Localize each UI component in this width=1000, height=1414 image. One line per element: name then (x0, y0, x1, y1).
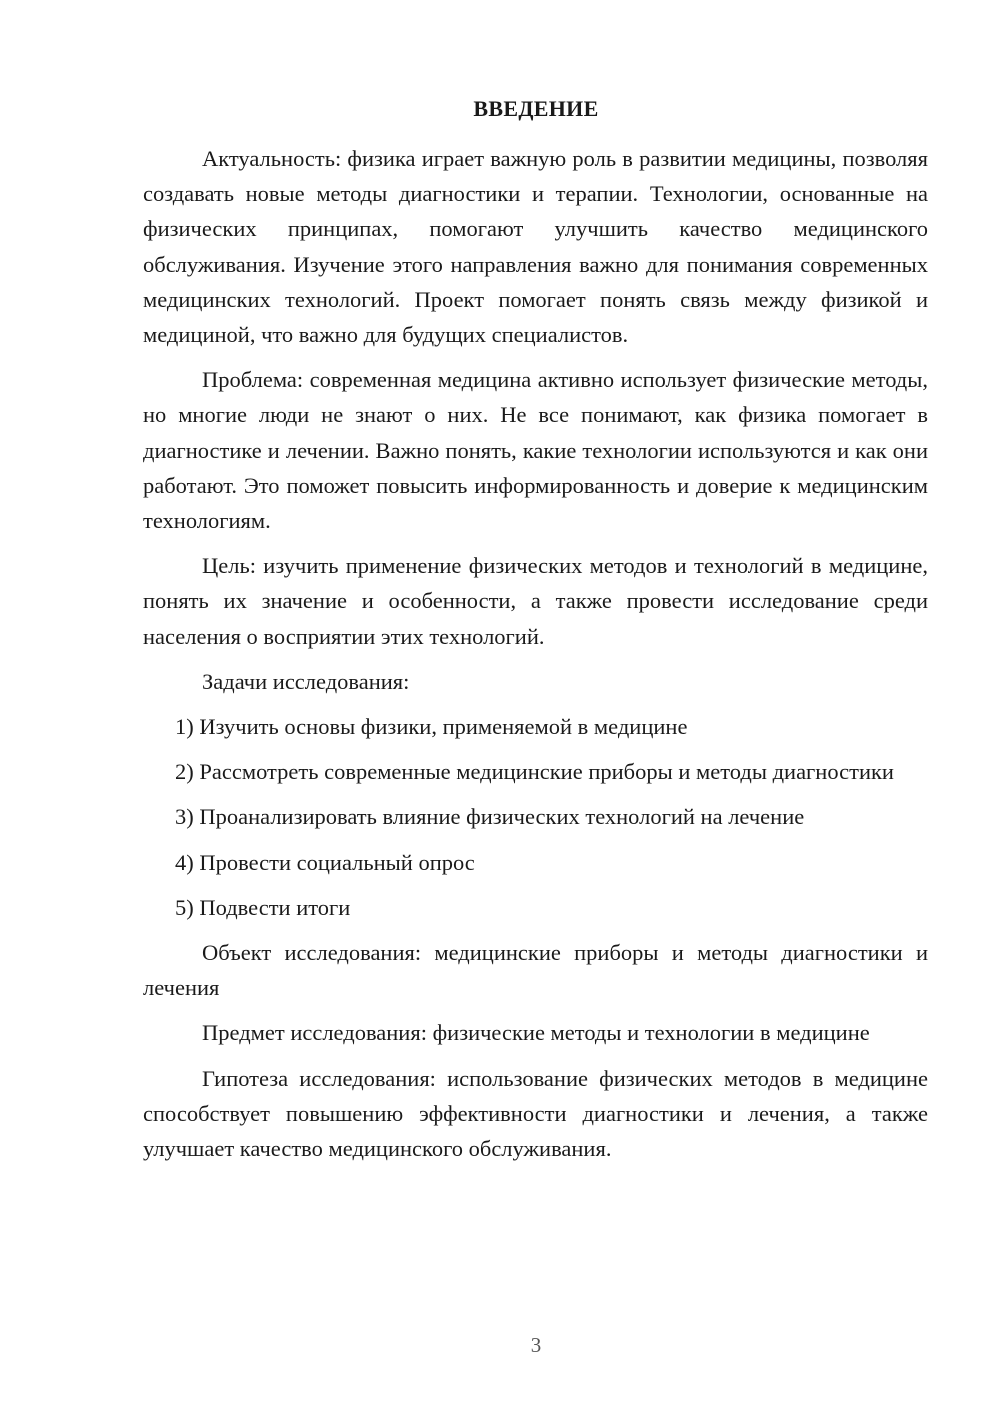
page-number: 3 (530, 1333, 542, 1357)
page-title: ВВЕДЕНИЕ (473, 96, 599, 121)
paragraph-hypothesis: Гипотеза исследования: использование физических методов в медицине способствует повышению эффективности диагностики и лечения, а также улучшает качество медицинского обслуживания. (143, 1065, 928, 1162)
paragraph-subject: Предмет исследования: физические методы и технологии в медицине (202, 1020, 870, 1046)
task-item-3: 3) Проанализировать влияние физических технологий на лечение (175, 804, 805, 830)
paragraph-goal: Цель: изучить применение физических методов и технологий в медицине, понять их значение и особенности, а также провести исследование среди населения о восприятии этих технологий. (143, 553, 928, 649)
paragraph-object: Объект исследования: медицинские приборы и методы диагностики и лечения (143, 940, 928, 1001)
paragraph-relevance: Актуальность: физика играет важную роль в развитии медицины, позволяя создавать новые методы диагностики и терапии. Технологии, основанные на физических принципах, помогают улучшить качество медицинского обслуживания. Изучение этого направления важно для понимания современных медицинских технологий. Проект помогает понять связь между физикой и медициной, что важно для будущих специалистов. (143, 146, 928, 348)
task-item-4: 4) Провести социальный опрос (175, 849, 475, 875)
task-item-2: 2) Рассмотреть современные медицинские приборы и методы диагностики (175, 759, 894, 785)
tasks-heading: Задачи исследования: (202, 668, 410, 694)
document-body (143, 141, 928, 1166)
task-item-1: 1) Изучить основы физики, применяемой в медицине (175, 714, 688, 740)
paragraph-problem: Проблема: современная медицина активно использует физические методы, но многие люди не знают о них. Не все понимают, как физика помогает в диагностике и лечении. Важно понять, какие технологии используются и как они работают. Это поможет повысить информированность и доверие к медицинским технологиям. (143, 367, 928, 534)
task-item-5: 5) Подвести итоги (175, 894, 351, 920)
